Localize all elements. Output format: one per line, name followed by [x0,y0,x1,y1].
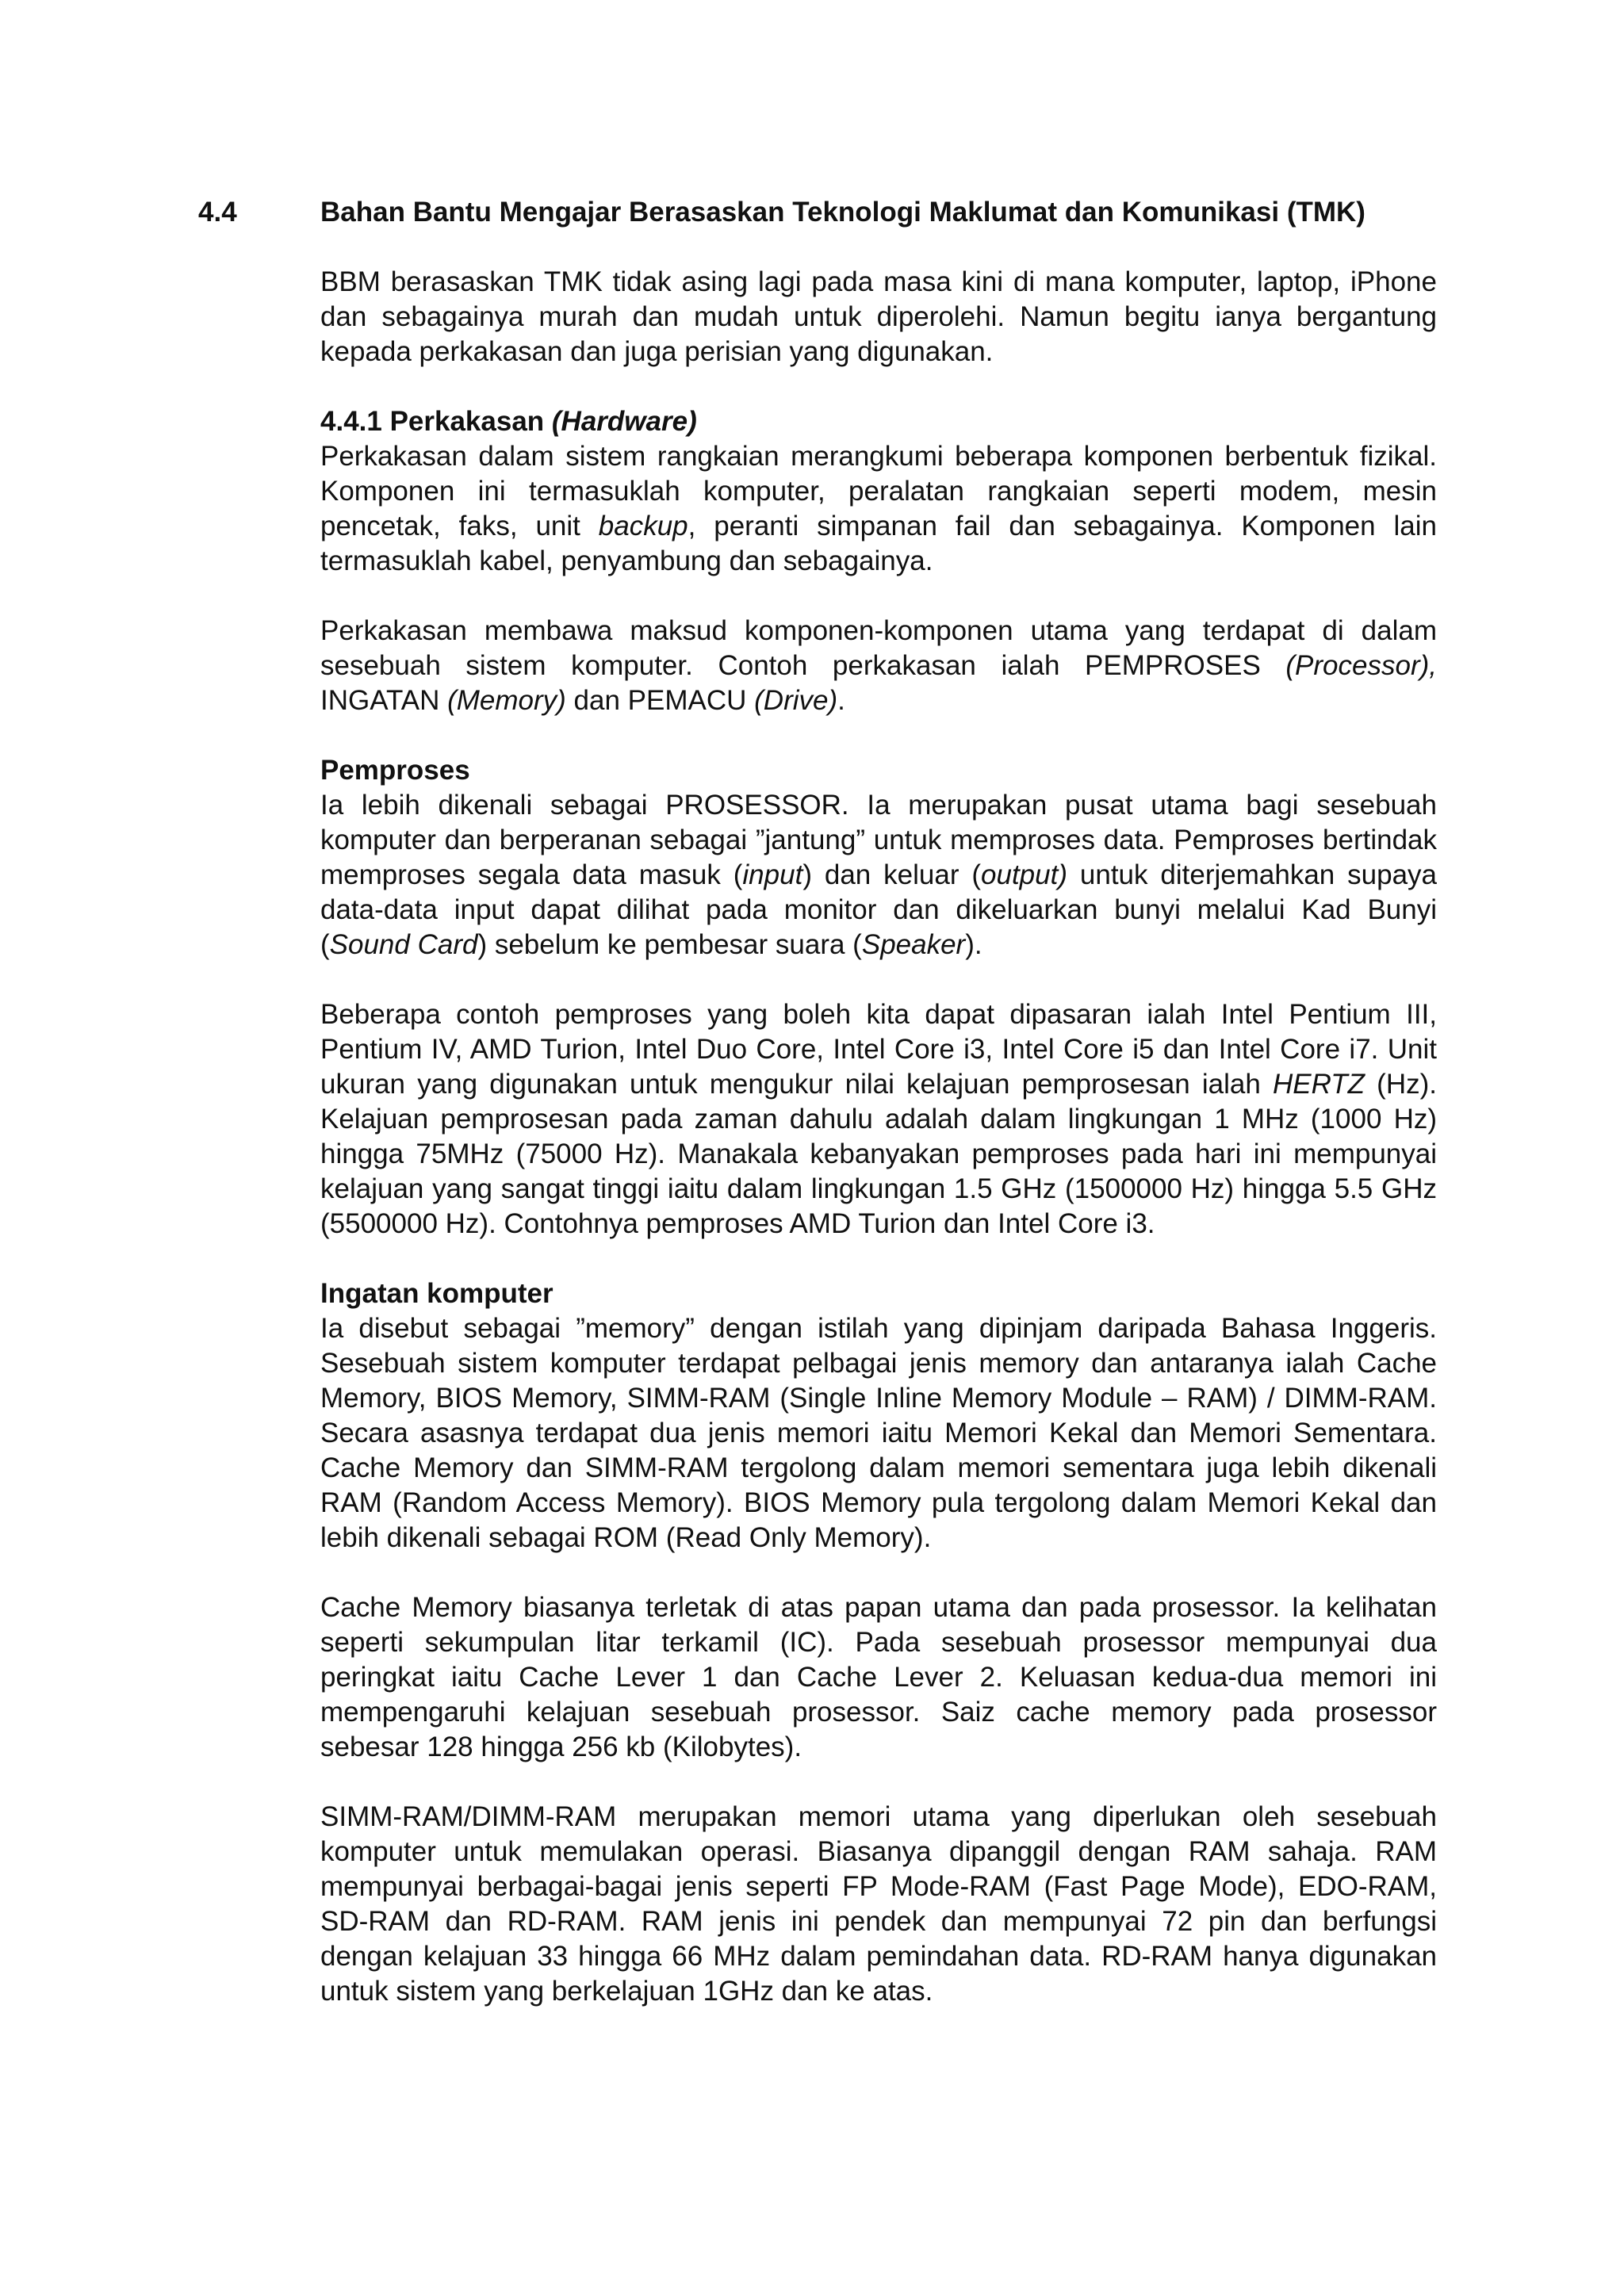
text-run: ) sebelum ke pembesar suara ( [477,929,862,960]
heading-pemproses: Pemproses [320,755,470,786]
text-run: Ia lebih dikenali sebagai PROSESSOR. Ia merupakan pusat utama bagi sesebuah komputer dan berperanan sebagai ”jantung” untuk memproses data. Pemproses bertindak memproses segala data masuk ( [320,790,1437,890]
spacer [320,1765,1437,1800]
text-run: ). [965,929,982,960]
text-run: (Hz). Kelajuan pemprosesan pada zaman dahulu adalah dalam lingkungan 1 MHz (1000 Hz) hingga 75MHz (75000 Hz). Manakala kebanyakan pemproses pada hari ini mempunyai kelajuan yang sangat tinggi iaitu dalam lingkungan 1.5 GHz (1500000 Hz) hingga 5.5 GHz (5500000 Hz). Contohnya pemproses AMD Turion dan Intel Core i3. [320,1069,1437,1239]
ingatan-paragraph-2: Cache Memory biasanya terletak di atas papan utama dan pada prosessor. Ia kelihatan seperti sekumpulan litar terkamil (IC). Pada sesebuah prosessor mempunyai dua peringkat iaitu Cache Lever 1 dan Cache Lever 2. Keluasan kedua-dua memori ini mempengaruhi kelajuan sesebuah prosessor. Saiz cache memory pada prosessor sebesar 128 hingga 256 kb (Kilobytes). [320,1592,1437,1762]
heading-ingatan-komputer: Ingatan komputer [320,1278,553,1309]
text-run: Beberapa contoh pemproses yang boleh kita dapat dipasaran ialah Intel Pentium III, Pentium IV, AMD Turion, Intel Duo Core, Intel Core i3, Intel Core i5 dan Intel Core i7. Unit ukuran yang digunakan untuk mengukur nilai kelajuan pemprosesan ialah [320,999,1437,1100]
text-run: dan PEMACU [565,685,755,716]
italic-term: output) [981,859,1067,890]
italic-term: backup [598,511,688,541]
italic-term: (Drive) [754,685,838,716]
spacer [320,230,1437,265]
text-run: , peranti simpanan fail dan sebagainya. Komponen lain termasuklah kabel, penyambung dan sebagainya. [320,511,1437,576]
document-body [320,195,1437,2009]
italic-term: Speaker [861,929,966,960]
spacer [320,1242,1437,1276]
text-run: . [837,685,845,716]
section-number: 4.4 [198,197,237,228]
text-run: INGATAN [320,685,448,716]
pemproses-paragraph-2 [320,997,1437,1242]
italic-term: input [742,859,803,890]
ingatan-paragraph-1: Ia disebut sebagai ”memory” dengan istilah yang dipinjam daripada Bahasa Inggeris. Sesebuah sistem komputer terdapat pelbagai jenis memory dan antaranya ialah Cache Memory, BIOS Memory, SIMM-RAM (Single Inline Memory Module – RAM) / DIMM-RAM. Secara asasnya terdapat dua jenis memori iaitu Memori Kekal dan Memori Sementara. Cache Memory dan SIMM-RAM tergolong dalam memori sementara juga lebih dikenali RAM (Random Access Memory). BIOS Memory pula tergolong dalam Memori Kekal dan lebih dikenali sebagai ROM (Read Only Memory). [320,1313,1437,1553]
text-run: untuk diterjemahkan supaya data-data input dapat dilihat pada monitor dan dikeluarkan bunyi melalui Kad Bunyi ( [320,859,1437,960]
spacer [320,718,1437,753]
spacer [320,369,1437,404]
spacer [320,962,1437,997]
italic-term: (Processor), [1285,650,1437,681]
italic-term: (Memory) [447,685,566,716]
ingatan-paragraph-3: SIMM-RAM/DIMM-RAM merupakan memori utama yang diperlukan oleh sesebuah komputer untuk memulakan operasi. Biasanya dipanggil dengan RAM sahaja. RAM mempunyai berbagai-bagai jenis seperti FP Mode-RAM (Fast Page Mode), EDO-RAM, SD-RAM dan RD-RAM. RAM jenis ini pendek dan mempunyai 72 pin dan berfungsi dengan kelajuan 33 hingga 66 MHz dalam pemindahan data. RD-RAM hanya digunakan untuk sistem yang berkelajuan 1GHz dan ke atas. [320,1801,1437,2007]
intro-paragraph: BBM berasaskan TMK tidak asing lagi pada masa kini di mana komputer, laptop, iPhone dan sebagainya murah dan mudah untuk diperolehi. Namun begitu ianya bergantung kepada perkakasan dan juga perisian yang digunakan. [320,266,1437,367]
subsection-heading-text: 4.4.1 Perkakasan [320,406,552,437]
text-run: Perkakasan membawa maksud komponen-komponen utama yang terdapat di dalam sesebuah sistem komputer. Contoh perkakasan ialah PEMPROSES [320,615,1437,681]
italic-term: Sound Card [329,929,478,960]
text-run: Perkakasan dalam sistem rangkaian merangkumi beberapa komponen berbentuk fizikal. Komponen ini termasuklah komputer, peralatan rangkaian seperti modem, mesin pencetak, faks, unit [320,441,1437,541]
spacer [320,579,1437,614]
spacer [320,1556,1437,1590]
subsection-heading-italic: (Hardware) [551,406,697,437]
text-run: ) dan keluar ( [802,859,982,890]
pemproses-paragraph-1 [320,788,1437,962]
hardware-paragraph-1 [320,439,1437,579]
italic-term: HERTZ [1272,1069,1365,1100]
subsection-heading-hardware [320,404,1437,439]
section-title: Bahan Bantu Mengajar Berasaskan Teknologi Maklumat dan Komunikasi (TMK) [320,197,1365,228]
hardware-paragraph-2 [320,614,1437,718]
